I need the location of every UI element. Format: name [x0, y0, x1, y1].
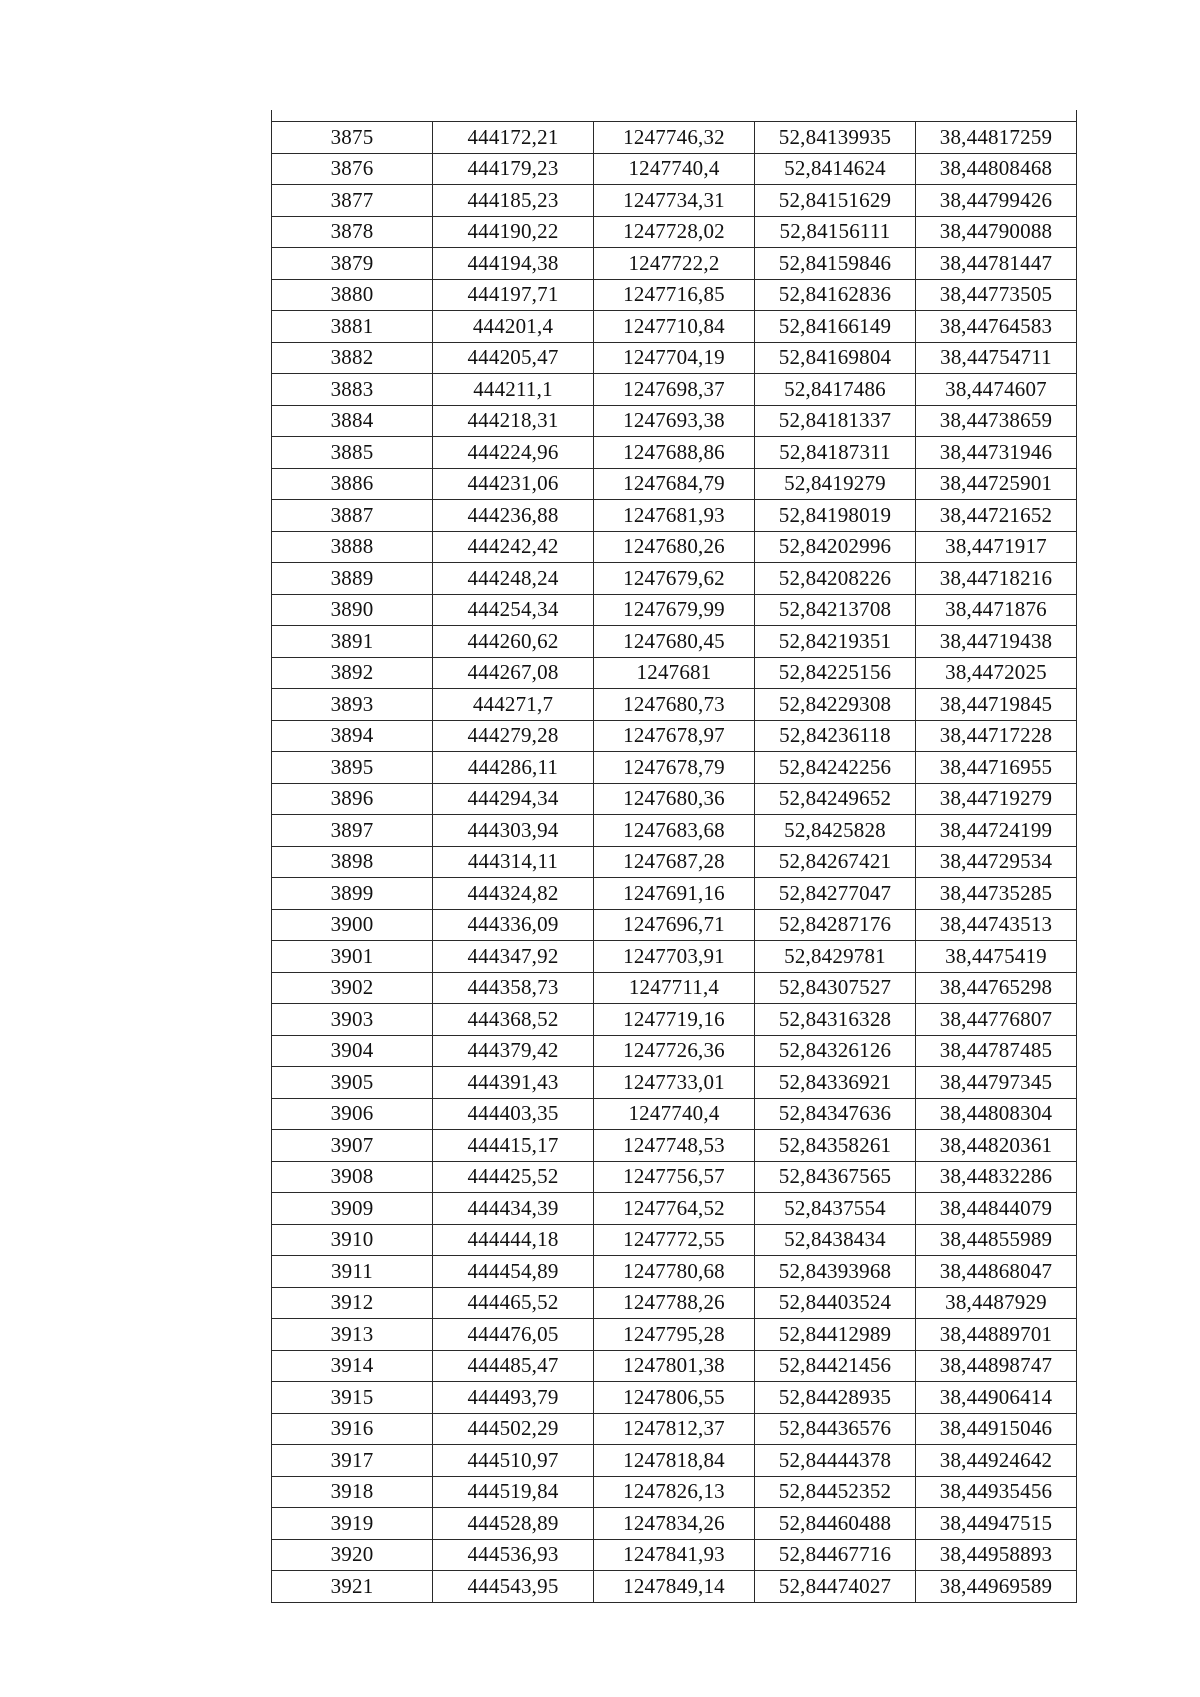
x-coordinate-cell: 444205,47	[433, 342, 594, 374]
x-coordinate-cell: 444279,28	[433, 720, 594, 752]
point-number-cell: 3886	[272, 468, 433, 500]
latitude-cell: 52,84347636	[755, 1098, 916, 1130]
y-coordinate-cell: 1247680,26	[594, 531, 755, 563]
latitude-cell: 52,84198019	[755, 500, 916, 532]
table-row	[272, 1098, 1077, 1130]
x-coordinate-cell: 444510,97	[433, 1445, 594, 1477]
latitude-cell: 52,84460488	[755, 1508, 916, 1540]
point-number-cell: 3883	[272, 374, 433, 406]
y-coordinate-cell: 1247684,79	[594, 468, 755, 500]
table-row	[272, 626, 1077, 658]
table-row	[272, 153, 1077, 185]
longitude-cell: 38,44729534	[916, 846, 1077, 878]
y-coordinate-cell: 1247734,31	[594, 185, 755, 217]
coordinates-table-body	[272, 122, 1077, 1603]
y-coordinate-cell: 1247703,91	[594, 941, 755, 973]
point-number-cell: 3900	[272, 909, 433, 941]
longitude-cell: 38,44790088	[916, 216, 1077, 248]
y-coordinate-cell: 1247698,37	[594, 374, 755, 406]
x-coordinate-cell: 444254,34	[433, 594, 594, 626]
table-row	[272, 1508, 1077, 1540]
table-row	[272, 1256, 1077, 1288]
latitude-cell: 52,84166149	[755, 311, 916, 343]
point-number-cell: 3880	[272, 279, 433, 311]
longitude-cell: 38,44781447	[916, 248, 1077, 280]
table-row	[272, 468, 1077, 500]
point-number-cell: 3919	[272, 1508, 433, 1540]
table-row	[272, 972, 1077, 1004]
x-coordinate-cell: 444415,17	[433, 1130, 594, 1162]
point-number-cell: 3915	[272, 1382, 433, 1414]
y-coordinate-cell: 1247772,55	[594, 1224, 755, 1256]
latitude-cell: 52,84202996	[755, 531, 916, 563]
latitude-cell: 52,84326126	[755, 1035, 916, 1067]
latitude-cell: 52,84403524	[755, 1287, 916, 1319]
y-coordinate-cell: 1247834,26	[594, 1508, 755, 1540]
table-row	[272, 311, 1077, 343]
latitude-cell: 52,8425828	[755, 815, 916, 847]
table-row	[272, 752, 1077, 784]
latitude-cell: 52,8417486	[755, 374, 916, 406]
table-row	[272, 248, 1077, 280]
longitude-cell: 38,44889701	[916, 1319, 1077, 1351]
table-row	[272, 531, 1077, 563]
latitude-cell: 52,84139935	[755, 122, 916, 154]
y-coordinate-cell: 1247806,55	[594, 1382, 755, 1414]
y-coordinate-cell: 1247711,4	[594, 972, 755, 1004]
longitude-cell: 38,4471917	[916, 531, 1077, 563]
table-row	[272, 657, 1077, 689]
point-number-cell: 3907	[272, 1130, 433, 1162]
y-coordinate-cell: 1247704,19	[594, 342, 755, 374]
y-coordinate-cell: 1247733,01	[594, 1067, 755, 1099]
longitude-cell: 38,44754711	[916, 342, 1077, 374]
point-number-cell: 3908	[272, 1161, 433, 1193]
x-coordinate-cell: 444303,94	[433, 815, 594, 847]
latitude-cell: 52,84444378	[755, 1445, 916, 1477]
y-coordinate-cell: 1247764,52	[594, 1193, 755, 1225]
x-coordinate-cell: 444519,84	[433, 1476, 594, 1508]
longitude-cell: 38,44721652	[916, 500, 1077, 532]
latitude-cell: 52,84219351	[755, 626, 916, 658]
longitude-cell: 38,44797345	[916, 1067, 1077, 1099]
point-number-cell: 3921	[272, 1571, 433, 1603]
latitude-cell: 52,84287176	[755, 909, 916, 941]
y-coordinate-cell: 1247681	[594, 657, 755, 689]
x-coordinate-cell: 444465,52	[433, 1287, 594, 1319]
y-coordinate-cell: 1247680,73	[594, 689, 755, 721]
point-number-cell: 3892	[272, 657, 433, 689]
point-number-cell: 3904	[272, 1035, 433, 1067]
longitude-cell: 38,44799426	[916, 185, 1077, 217]
longitude-cell: 38,44717228	[916, 720, 1077, 752]
latitude-cell: 52,84428935	[755, 1382, 916, 1414]
longitude-cell: 38,44719279	[916, 783, 1077, 815]
longitude-cell: 38,44808468	[916, 153, 1077, 185]
longitude-cell: 38,44773505	[916, 279, 1077, 311]
x-coordinate-cell: 444528,89	[433, 1508, 594, 1540]
latitude-cell: 52,8419279	[755, 468, 916, 500]
point-number-cell: 3884	[272, 405, 433, 437]
latitude-cell: 52,84159846	[755, 248, 916, 280]
point-number-cell: 3903	[272, 1004, 433, 1036]
y-coordinate-cell: 1247746,32	[594, 122, 755, 154]
latitude-cell: 52,84336921	[755, 1067, 916, 1099]
x-coordinate-cell: 444485,47	[433, 1350, 594, 1382]
table-row	[272, 279, 1077, 311]
x-coordinate-cell: 444347,92	[433, 941, 594, 973]
longitude-cell: 38,44935456	[916, 1476, 1077, 1508]
table-row	[272, 1035, 1077, 1067]
y-coordinate-cell: 1247740,4	[594, 153, 755, 185]
point-number-cell: 3881	[272, 311, 433, 343]
latitude-cell: 52,84169804	[755, 342, 916, 374]
x-coordinate-cell: 444358,73	[433, 972, 594, 1004]
point-number-cell: 3895	[272, 752, 433, 784]
x-coordinate-cell: 444248,24	[433, 563, 594, 595]
table-row	[272, 1350, 1077, 1382]
latitude-cell: 52,8437554	[755, 1193, 916, 1225]
table-row	[272, 1476, 1077, 1508]
table-row	[272, 1067, 1077, 1099]
x-coordinate-cell: 444286,11	[433, 752, 594, 784]
longitude-cell: 38,4487929	[916, 1287, 1077, 1319]
point-number-cell: 3914	[272, 1350, 433, 1382]
table-row	[272, 1287, 1077, 1319]
x-coordinate-cell: 444267,08	[433, 657, 594, 689]
point-number-cell: 3896	[272, 783, 433, 815]
table-row	[272, 563, 1077, 595]
longitude-cell: 38,44725901	[916, 468, 1077, 500]
table-row	[272, 878, 1077, 910]
table-row	[272, 594, 1077, 626]
latitude-cell: 52,84393968	[755, 1256, 916, 1288]
point-number-cell: 3887	[272, 500, 433, 532]
longitude-cell: 38,44832286	[916, 1161, 1077, 1193]
latitude-cell: 52,8429781	[755, 941, 916, 973]
x-coordinate-cell: 444543,95	[433, 1571, 594, 1603]
table-row	[272, 1130, 1077, 1162]
x-coordinate-cell: 444179,23	[433, 153, 594, 185]
latitude-cell: 52,84225156	[755, 657, 916, 689]
y-coordinate-cell: 1247849,14	[594, 1571, 755, 1603]
y-coordinate-cell: 1247687,28	[594, 846, 755, 878]
table-row	[272, 342, 1077, 374]
y-coordinate-cell: 1247740,4	[594, 1098, 755, 1130]
point-number-cell: 3876	[272, 153, 433, 185]
longitude-cell: 38,44764583	[916, 311, 1077, 343]
point-number-cell: 3916	[272, 1413, 433, 1445]
x-coordinate-cell: 444434,39	[433, 1193, 594, 1225]
longitude-cell: 38,44958893	[916, 1539, 1077, 1571]
latitude-cell: 52,84156111	[755, 216, 916, 248]
point-number-cell: 3879	[272, 248, 433, 280]
x-coordinate-cell: 444314,11	[433, 846, 594, 878]
x-coordinate-cell: 444172,21	[433, 122, 594, 154]
table-row	[272, 216, 1077, 248]
y-coordinate-cell: 1247728,02	[594, 216, 755, 248]
coordinates-table	[271, 121, 1077, 1603]
x-coordinate-cell: 444190,22	[433, 216, 594, 248]
point-number-cell: 3909	[272, 1193, 433, 1225]
table-row	[272, 909, 1077, 941]
longitude-cell: 38,44719438	[916, 626, 1077, 658]
longitude-cell: 38,44718216	[916, 563, 1077, 595]
table-row	[272, 405, 1077, 437]
longitude-cell: 38,44719845	[916, 689, 1077, 721]
longitude-cell: 38,44947515	[916, 1508, 1077, 1540]
point-number-cell: 3910	[272, 1224, 433, 1256]
y-coordinate-cell: 1247841,93	[594, 1539, 755, 1571]
x-coordinate-cell: 444211,1	[433, 374, 594, 406]
table-row	[272, 1382, 1077, 1414]
point-number-cell: 3912	[272, 1287, 433, 1319]
y-coordinate-cell: 1247679,99	[594, 594, 755, 626]
table-row	[272, 1004, 1077, 1036]
x-coordinate-cell: 444454,89	[433, 1256, 594, 1288]
y-coordinate-cell: 1247788,26	[594, 1287, 755, 1319]
x-coordinate-cell: 444403,35	[433, 1098, 594, 1130]
longitude-cell: 38,44765298	[916, 972, 1077, 1004]
table-row	[272, 500, 1077, 532]
point-number-cell: 3901	[272, 941, 433, 973]
x-coordinate-cell: 444260,62	[433, 626, 594, 658]
x-coordinate-cell: 444379,42	[433, 1035, 594, 1067]
x-coordinate-cell: 444493,79	[433, 1382, 594, 1414]
point-number-cell: 3888	[272, 531, 433, 563]
table-row	[272, 1193, 1077, 1225]
x-coordinate-cell: 444231,06	[433, 468, 594, 500]
point-number-cell: 3878	[272, 216, 433, 248]
point-number-cell: 3890	[272, 594, 433, 626]
longitude-cell: 38,44868047	[916, 1256, 1077, 1288]
x-coordinate-cell: 444391,43	[433, 1067, 594, 1099]
x-coordinate-cell: 444224,96	[433, 437, 594, 469]
y-coordinate-cell: 1247719,16	[594, 1004, 755, 1036]
latitude-cell: 52,84229308	[755, 689, 916, 721]
latitude-cell: 52,84277047	[755, 878, 916, 910]
latitude-cell: 52,84452352	[755, 1476, 916, 1508]
latitude-cell: 52,8438434	[755, 1224, 916, 1256]
y-coordinate-cell: 1247748,53	[594, 1130, 755, 1162]
x-coordinate-cell: 444236,88	[433, 500, 594, 532]
longitude-cell: 38,4472025	[916, 657, 1077, 689]
point-number-cell: 3885	[272, 437, 433, 469]
y-coordinate-cell: 1247679,62	[594, 563, 755, 595]
table-row	[272, 783, 1077, 815]
x-coordinate-cell: 444536,93	[433, 1539, 594, 1571]
point-number-cell: 3905	[272, 1067, 433, 1099]
point-number-cell: 3897	[272, 815, 433, 847]
longitude-cell: 38,44924642	[916, 1445, 1077, 1477]
point-number-cell: 3902	[272, 972, 433, 1004]
longitude-cell: 38,4474607	[916, 374, 1077, 406]
latitude-cell: 52,84181337	[755, 405, 916, 437]
latitude-cell: 52,84242256	[755, 752, 916, 784]
x-coordinate-cell: 444185,23	[433, 185, 594, 217]
latitude-cell: 52,84208226	[755, 563, 916, 595]
latitude-cell: 52,84151629	[755, 185, 916, 217]
table-row	[272, 815, 1077, 847]
latitude-cell: 52,84474027	[755, 1571, 916, 1603]
point-number-cell: 3917	[272, 1445, 433, 1477]
longitude-cell: 38,44915046	[916, 1413, 1077, 1445]
table-row	[272, 941, 1077, 973]
y-coordinate-cell: 1247696,71	[594, 909, 755, 941]
y-coordinate-cell: 1247680,36	[594, 783, 755, 815]
y-coordinate-cell: 1247716,85	[594, 279, 755, 311]
x-coordinate-cell: 444502,29	[433, 1413, 594, 1445]
point-number-cell: 3913	[272, 1319, 433, 1351]
table-row	[272, 1319, 1077, 1351]
point-number-cell: 3899	[272, 878, 433, 910]
x-coordinate-cell: 444368,52	[433, 1004, 594, 1036]
latitude-cell: 52,84316328	[755, 1004, 916, 1036]
x-coordinate-cell: 444444,18	[433, 1224, 594, 1256]
point-number-cell: 3894	[272, 720, 433, 752]
y-coordinate-cell: 1247688,86	[594, 437, 755, 469]
point-number-cell: 3920	[272, 1539, 433, 1571]
longitude-cell: 38,44743513	[916, 909, 1077, 941]
longitude-cell: 38,44969589	[916, 1571, 1077, 1603]
point-number-cell: 3882	[272, 342, 433, 374]
x-coordinate-cell: 444242,42	[433, 531, 594, 563]
table-row	[272, 1445, 1077, 1477]
y-coordinate-cell: 1247818,84	[594, 1445, 755, 1477]
longitude-cell: 38,4471876	[916, 594, 1077, 626]
longitude-cell: 38,44808304	[916, 1098, 1077, 1130]
y-coordinate-cell: 1247691,16	[594, 878, 755, 910]
y-coordinate-cell: 1247780,68	[594, 1256, 755, 1288]
y-coordinate-cell: 1247812,37	[594, 1413, 755, 1445]
longitude-cell: 38,44735285	[916, 878, 1077, 910]
y-coordinate-cell: 1247756,57	[594, 1161, 755, 1193]
table-row	[272, 437, 1077, 469]
point-number-cell: 3898	[272, 846, 433, 878]
x-coordinate-cell: 444194,38	[433, 248, 594, 280]
latitude-cell: 52,84267421	[755, 846, 916, 878]
table-row	[272, 1539, 1077, 1571]
table-row	[272, 689, 1077, 721]
point-number-cell: 3906	[272, 1098, 433, 1130]
longitude-cell: 38,44787485	[916, 1035, 1077, 1067]
point-number-cell: 3875	[272, 122, 433, 154]
y-coordinate-cell: 1247801,38	[594, 1350, 755, 1382]
x-coordinate-cell: 444336,09	[433, 909, 594, 941]
table-row	[272, 846, 1077, 878]
y-coordinate-cell: 1247710,84	[594, 311, 755, 343]
y-coordinate-cell: 1247722,2	[594, 248, 755, 280]
point-number-cell: 3911	[272, 1256, 433, 1288]
longitude-cell: 38,44844079	[916, 1193, 1077, 1225]
latitude-cell: 52,84236118	[755, 720, 916, 752]
table-row	[272, 1571, 1077, 1603]
longitude-cell: 38,44898747	[916, 1350, 1077, 1382]
table-row	[272, 1224, 1077, 1256]
latitude-cell: 52,84213708	[755, 594, 916, 626]
latitude-cell: 52,84187311	[755, 437, 916, 469]
x-coordinate-cell: 444201,4	[433, 311, 594, 343]
latitude-cell: 52,8414624	[755, 153, 916, 185]
longitude-cell: 38,44731946	[916, 437, 1077, 469]
point-number-cell: 3889	[272, 563, 433, 595]
latitude-cell: 52,84162836	[755, 279, 916, 311]
latitude-cell: 52,84412989	[755, 1319, 916, 1351]
table-row	[272, 1161, 1077, 1193]
x-coordinate-cell: 444425,52	[433, 1161, 594, 1193]
longitude-cell: 38,44738659	[916, 405, 1077, 437]
longitude-cell: 38,4475419	[916, 941, 1077, 973]
x-coordinate-cell: 444271,7	[433, 689, 594, 721]
point-number-cell: 3893	[272, 689, 433, 721]
x-coordinate-cell: 444218,31	[433, 405, 594, 437]
latitude-cell: 52,84367565	[755, 1161, 916, 1193]
latitude-cell: 52,84467716	[755, 1539, 916, 1571]
y-coordinate-cell: 1247681,93	[594, 500, 755, 532]
x-coordinate-cell: 444197,71	[433, 279, 594, 311]
longitude-cell: 38,44906414	[916, 1382, 1077, 1414]
latitude-cell: 52,84421456	[755, 1350, 916, 1382]
y-coordinate-cell: 1247826,13	[594, 1476, 755, 1508]
y-coordinate-cell: 1247683,68	[594, 815, 755, 847]
table-row	[272, 720, 1077, 752]
x-coordinate-cell: 444476,05	[433, 1319, 594, 1351]
table-row	[272, 122, 1077, 154]
latitude-cell: 52,84436576	[755, 1413, 916, 1445]
x-coordinate-cell: 444324,82	[433, 878, 594, 910]
point-number-cell: 3877	[272, 185, 433, 217]
y-coordinate-cell: 1247795,28	[594, 1319, 755, 1351]
longitude-cell: 38,44716955	[916, 752, 1077, 784]
table-row	[272, 374, 1077, 406]
longitude-cell: 38,44724199	[916, 815, 1077, 847]
longitude-cell: 38,44855989	[916, 1224, 1077, 1256]
y-coordinate-cell: 1247726,36	[594, 1035, 755, 1067]
longitude-cell: 38,44820361	[916, 1130, 1077, 1162]
y-coordinate-cell: 1247678,97	[594, 720, 755, 752]
point-number-cell: 3891	[272, 626, 433, 658]
y-coordinate-cell: 1247678,79	[594, 752, 755, 784]
y-coordinate-cell: 1247680,45	[594, 626, 755, 658]
latitude-cell: 52,84249652	[755, 783, 916, 815]
longitude-cell: 38,44776807	[916, 1004, 1077, 1036]
x-coordinate-cell: 444294,34	[433, 783, 594, 815]
latitude-cell: 52,84307527	[755, 972, 916, 1004]
y-coordinate-cell: 1247693,38	[594, 405, 755, 437]
table-row	[272, 185, 1077, 217]
longitude-cell: 38,44817259	[916, 122, 1077, 154]
point-number-cell: 3918	[272, 1476, 433, 1508]
latitude-cell: 52,84358261	[755, 1130, 916, 1162]
table-row	[272, 1413, 1077, 1445]
